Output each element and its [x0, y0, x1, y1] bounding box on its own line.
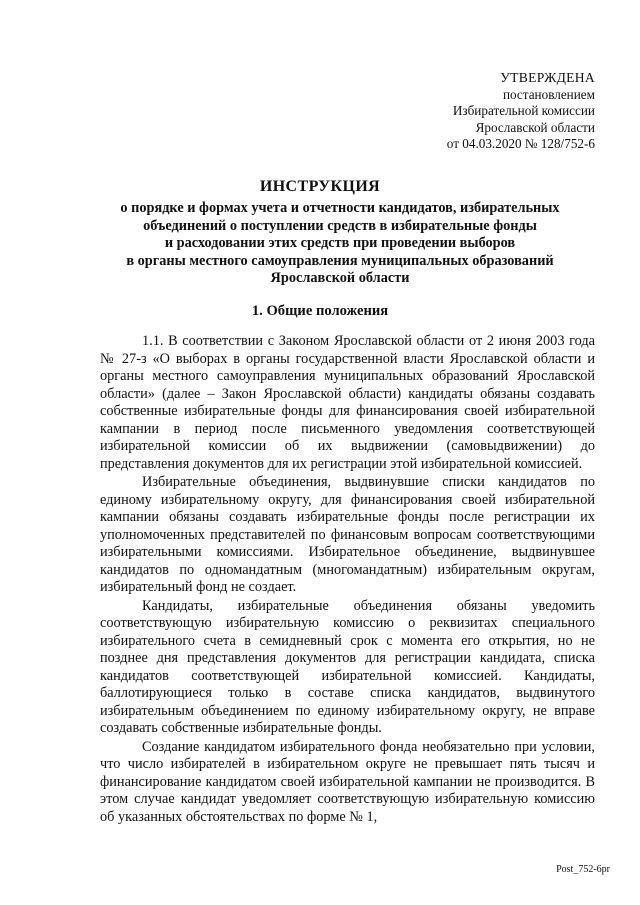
approval-stamp	[447, 70, 595, 153]
approval-line-3: Ярославской области	[475, 119, 595, 135]
subtitle-line-4: в органы местного самоуправления муниципальных образований	[126, 252, 554, 269]
paragraph-2: Избирательные объединения, выдвинувшие списки кандидатов по единому избирательному округу, для финансирования своей избирательной кампании обязаны создавать избирательные фонды после регистрации их уполномоченных представителей по финансовым вопросам соответствующими избирательными комиссиями. Избирательное объединение, выдвинувшее кандидатов по одномандатным (многомандатным) избирательным округам, избирательный фонд не создает.	[100, 474, 595, 595]
section-heading: 1. Общие положения	[251, 303, 389, 319]
approval-heading: УТВЕРЖДЕНА	[500, 70, 595, 85]
approval-line-2: Избирательной комиссии	[452, 103, 595, 119]
subtitle-line-1: о порядке и формах учета и отчетности кандидатов, избирательных	[120, 200, 560, 216]
approval-line-1: постановлением	[502, 86, 595, 102]
paragraph-4: Создание кандидатом избирательного фонда необязательно при условии, что число избирателей в избирательном округе не превышает пять тысяч и финансирование кандидатом своей избирательной кампании не производится. В этом случае кандидат уведомляет соответствующую избирательную комиссию об указанных обстоятельствах по форме № 1,	[100, 738, 595, 825]
document-title: ИНСТРУКЦИЯ	[259, 178, 381, 195]
document-subtitle	[80, 200, 600, 288]
approval-line-4: от 04.03.2020 № 128/752-6	[446, 136, 595, 152]
subtitle-line-3: и расходовании этих средств при проведении выборов	[164, 235, 516, 252]
subtitle-line-5: Ярославской области	[270, 270, 410, 287]
paragraph-3: Кандидаты, избирательные объединения обязаны уведомить соответствующую избирательную комиссию о реквизитах специального избирательного счета в семидневный срок с момента его открытия, но не позднее дня представления документов для регистрации кандидата, списка кандидатов соответствующей избирательной комиссией. Кандидаты, баллотирующиеся только в составе списка кандидатов, выдвинутого избирательным объединением по единому избирательному округу, не вправе создавать собственные избирательные фонды.	[100, 597, 595, 736]
paragraph-1: 1.1. В соответствии с Законом Ярославской области от 2 июня 2003 года № 27-з «О выборах в органы государственной власти Ярославской области и органы местного самоуправления муниципальных образований Ярославской области» (далее – Закон Ярославской области) кандидаты обязаны создавать собственные избирательные фонды для финансирования своей избирательной кампании в период после письменного уведомления соответствующей избирательной комиссии об их выдвижении (самовыдвижении) до представления документов для их регистрации этой избирательной комиссией.	[100, 333, 595, 472]
document-body	[100, 333, 595, 827]
subtitle-line-2: объединений о поступлении средств в избирательные фонды	[143, 217, 537, 234]
page-footer: Post_752-6pr	[556, 864, 610, 875]
